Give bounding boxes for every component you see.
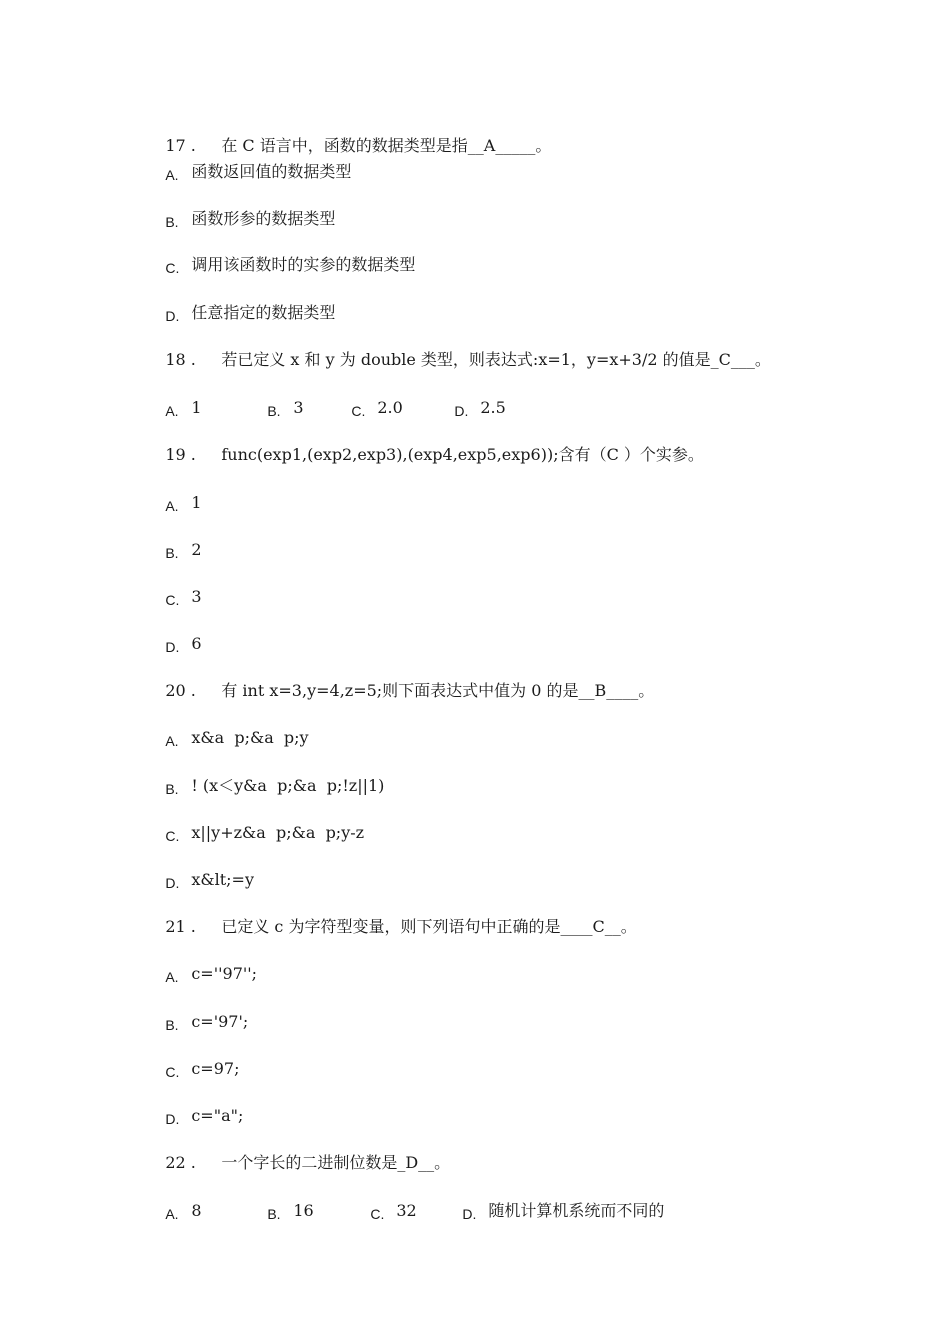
option-label: A. [165,498,179,514]
option-label: A. [165,969,179,985]
option-label: A. [165,733,179,749]
option-text: 32 [396,1201,417,1220]
option-text: 函数返回值的数据类型 [191,162,352,181]
option-label: B. [165,545,179,561]
option-22-c [370,1201,462,1221]
option-text: x||y+z&a p;&a p;y-z [191,823,365,842]
option-label: C. [165,260,180,276]
option-label: D. [165,1111,180,1127]
option-text: c='97'; [191,1012,249,1031]
option-18-d [454,398,505,418]
question-number: 21 . [165,917,196,936]
option-label: B. [267,403,281,419]
question-19 [145,425,704,485]
question-number: 20 . [165,681,196,700]
option-label: B. [267,1206,281,1222]
option-text: 任意指定的数据类型 [191,303,336,322]
option-label: C. [351,403,366,419]
question-number: 19 . [165,445,196,464]
option-text: x&lt;=y [191,870,254,889]
option-label: C. [165,828,180,844]
option-label: D. [165,308,180,324]
option-label: B. [165,214,179,230]
option-label: C. [165,592,180,608]
option-text: c=97; [191,1059,240,1078]
question-number: 18 . [165,350,196,369]
option-text: 2 [191,540,202,559]
question-stem: 若已定义 x 和 y 为 double 类型，则表达式:x=1，y=x+3/2 的值是_C___。 [221,350,771,369]
option-label: A. [165,1206,179,1222]
option-label: A. [165,167,179,183]
option-label: B. [165,781,179,797]
option-22-d [462,1201,664,1221]
question-stem: 在 C 语言中，函数的数据类型是指__A_____。 [221,136,552,155]
option-text: 1 [191,398,202,417]
option-18-c [351,398,454,418]
option-text: 3 [293,398,304,417]
option-label: B. [165,1017,179,1033]
option-22-a [165,1201,267,1221]
option-label: D. [454,403,469,419]
question-stem: func(exp1,(exp2,exp3),(exp4,exp5,exp6));含有（C ）个实参。 [221,445,704,464]
question-stem: 已定义 c 为字符型变量，则下列语句中正确的是____C__。 [221,917,637,936]
question-stem: 一个字长的二进制位数是_D__。 [221,1153,451,1172]
option-text: c="a"; [191,1106,244,1125]
option-text: 随机计算机系统而不同的 [488,1201,665,1220]
option-text: 2.0 [377,398,403,417]
option-22-b [267,1201,370,1221]
options-22 [145,1181,664,1241]
option-text: 2.5 [480,398,506,417]
option-text: c=''97''; [191,964,258,983]
option-text: x&a p;&a p;y [191,728,309,747]
option-text: 8 [191,1201,202,1220]
option-text: 1 [191,493,202,512]
option-text: 调用该函数时的实参的数据类型 [191,255,416,274]
option-text: 函数形参的数据类型 [191,209,336,228]
option-text: ! (x＜y&a p;&a p;!z||1) [191,776,385,795]
option-label: D. [462,1206,477,1222]
question-number: 17 . [165,136,196,155]
option-label: D. [165,875,180,891]
option-text: 16 [293,1201,314,1220]
option-label: A. [165,403,179,419]
option-text: 6 [191,634,202,653]
option-18-b [267,398,351,418]
option-label: C. [165,1064,180,1080]
option-label: D. [165,639,180,655]
option-label: C. [370,1206,385,1222]
option-text: 3 [191,587,202,606]
question-stem: 有 int x=3,y=4,z=5;则下面表达式中值为 0 的是__B____。 [221,681,655,700]
question-number: 22 . [165,1153,196,1172]
option-18-a [165,398,267,418]
